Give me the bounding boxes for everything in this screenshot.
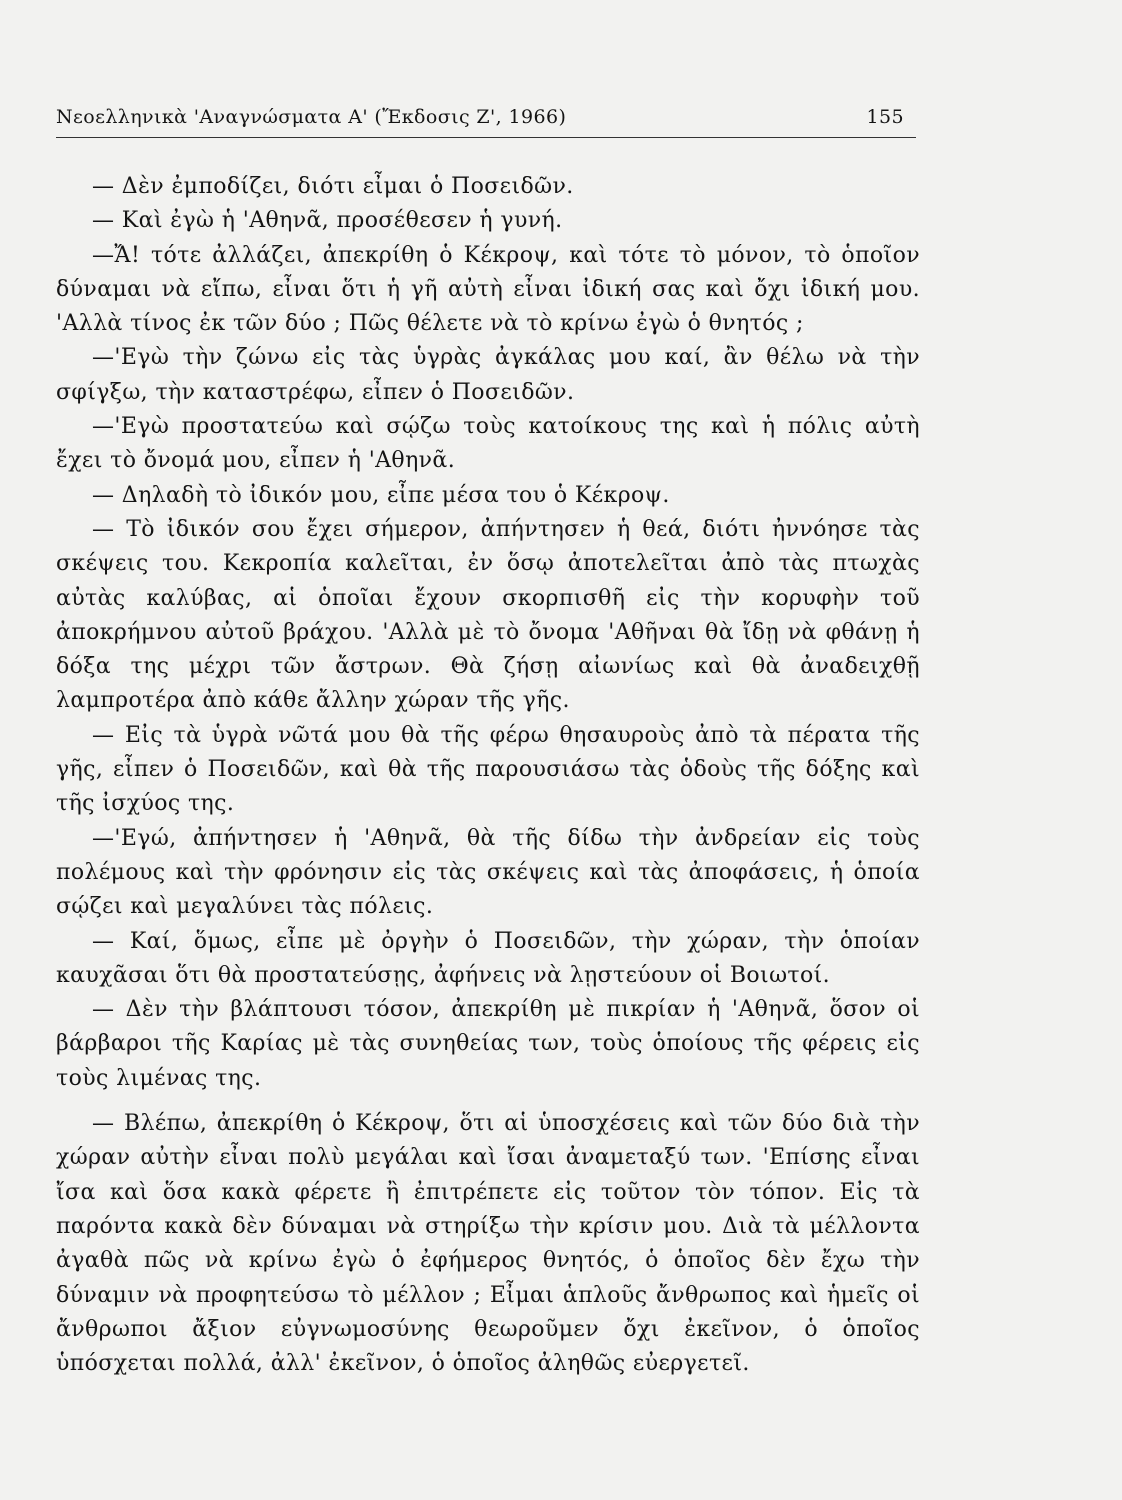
paragraph: — Δὲν τὴν βλάπτουσι τόσον, ἀπεκρίθη μὲ πικρίαν ἡ 'Αθηνᾶ, ὅσον οἱ βάρβαροι τῆς Καρίας μὲ τὰς συνηθείας των, τοὺς ὁποίους τῆς φέρεις εἰς τοὺς λιμένας της. [56, 997, 920, 1091]
running-header [56, 106, 916, 138]
paragraph: — Βλέπω, ἀπεκρίθη ὁ Κέκροψ, ὅτι αἱ ὑποσχέσεις καὶ τῶν δύο διὰ τὴν χώραν αὐτὴν εἶναι πολὺ μεγάλαι καὶ ἴσαι ἀναμεταξύ των. 'Επίσης εἶναι ἴσα καὶ ὅσα κακὰ φέρετε ἢ ἐπιτρέπετε εἰς τοῦτον τὸν τόπον. Εἰς τὰ παρόντα κακὰ δὲν δύναμαι νὰ στηρίξω τὴν κρίσιν μου. Διὰ τὰ μέλλοντα ἀγαθὰ πῶς νὰ κρίνω ἐγὼ ὁ ἐφήμερος θνητός, ὁ ὁποῖος δὲν ἔχω τὴν δύναμιν νὰ προφητεύσω τὸ μέλλον ; Εἶμαι ἁπλοῦς ἄνθρωπος καὶ ἡμεῖς οἱ ἄνθρωποι ἄξιον εὐγνωμοσύνης θεωροῦμεν ὄχι ἐκεῖνον, ὁ ὁποῖος ὑπόσχεται πολλά, ἀλλ' ἐκεῖνον, ὁ ὁποῖος ἀληθῶς εὐεργετεῖ. [56, 1111, 920, 1377]
paragraph: —'Εγὼ προστατεύω καὶ σῴζω τοὺς κατοίκους της καὶ ἡ πόλις αὐτὴ ἔχει τὸ ὄνομά μου, εἶπεν ἡ 'Αθηνᾶ. [56, 414, 920, 474]
paragraph: — Εἰς τὰ ὑγρὰ νῶτά μου θὰ τῆς φέρω θησαυροὺς ἀπὸ τὰ πέρατα τῆς γῆς, εἶπεν ὁ Ποσειδῶν, καὶ θὰ τῆς παρουσιάσω τὰς ὁδοὺς τῆς δόξης καὶ τῆς ἰσχύος της. [56, 722, 920, 817]
running-title: Νεοελληνικὰ 'Αναγνώσματα Α' (Ἔκδοσις Ζ', 1966) [56, 106, 567, 128]
paragraph: —'Εγὼ τὴν ζώνω εἰς τὰς ὑγρὰς ἀγκάλας μου καί, ἂν θέλω νὰ τὴν σφίγξω, τὴν καταστρέφω, εἶπεν ὁ Ποσειδῶν. [56, 345, 920, 405]
page-number: 155 [866, 106, 904, 128]
paragraph: — Καὶ ἐγὼ ἡ 'Αθηνᾶ, προσέθεσεν ἡ γυνή. [92, 208, 563, 234]
paragraph: — Δηλαδὴ τὸ ἰδικόν μου, εἶπε μέσα του ὁ Κέκροψ. [92, 482, 670, 508]
paragraph: —'Εγώ, ἀπήντησεν ἡ 'Αθηνᾶ, θὰ τῆς δίδω τὴν ἀνδρείαν εἰς τοὺς πολέμους καὶ τὴν φρόνησιν εἰς τὰς σκέψεις καὶ τὰς ἀποφάσεις, ἡ ὁποία σῴζει καὶ μεγαλύνει τὰς πόλεις. [56, 825, 920, 920]
paragraph: — Δὲν ἐμποδίζει, διότι εἶμαι ὁ Ποσειδῶν. [92, 174, 574, 199]
text-body [56, 170, 920, 1381]
paragraph: —Ἄ! τότε ἀλλάζει, ἀπεκρίθη ὁ Κέκροψ, καὶ τότε τὸ μόνον, τὸ ὁποῖον δύναμαι νὰ εἴπω, εἶναι ὅτι ἡ γῆ αὐτὴ εἶναι ἰδική σας καὶ ὄχι ἰδική μου. 'Αλλὰ τίνος ἐκ τῶν δύο ; Πῶς θέλετε νὰ τὸ κρίνω ἐγὼ ὁ θνητός ; [56, 242, 920, 337]
paragraph: — Καί, ὅμως, εἶπε μὲ ὀργὴν ὁ Ποσειδῶν, τὴν χώραν, τὴν ὁποίαν καυχᾶσαι ὅτι θὰ προστατεύσῃς, ἀφήνεις νὰ λῃστεύουν οἱ Βοιωτοί. [56, 928, 920, 988]
paragraph: — Τὸ ἰδικόν σου ἔχει σήμερον, ἀπήντησεν ἡ θεά, διότι ἠννόησε τὰς σκέψεις του. Κεκροπία καλεῖται, ἐν ὅσῳ ἀποτελεῖται ἀπὸ τὰς πτωχὰς αὐτὰς καλύβας, αἱ ὁποῖαι ἔχουν σκορπισθῆ εἰς τὴν κορυφὴν τοῦ ἀποκρήμνου αὐτοῦ βράχου. 'Αλλὰ μὲ τὸ ὄνομα 'Αθῆναι θὰ ἴδῃ νὰ φθάνῃ ἡ δόξα της μέχρι τῶν ἄστρων. Θὰ ζήσῃ αἰωνίως καὶ θὰ ἀναδειχθῇ λαμπροτέρα ἀπὸ κάθε ἄλλην χώραν τῆς γῆς. [56, 516, 920, 714]
